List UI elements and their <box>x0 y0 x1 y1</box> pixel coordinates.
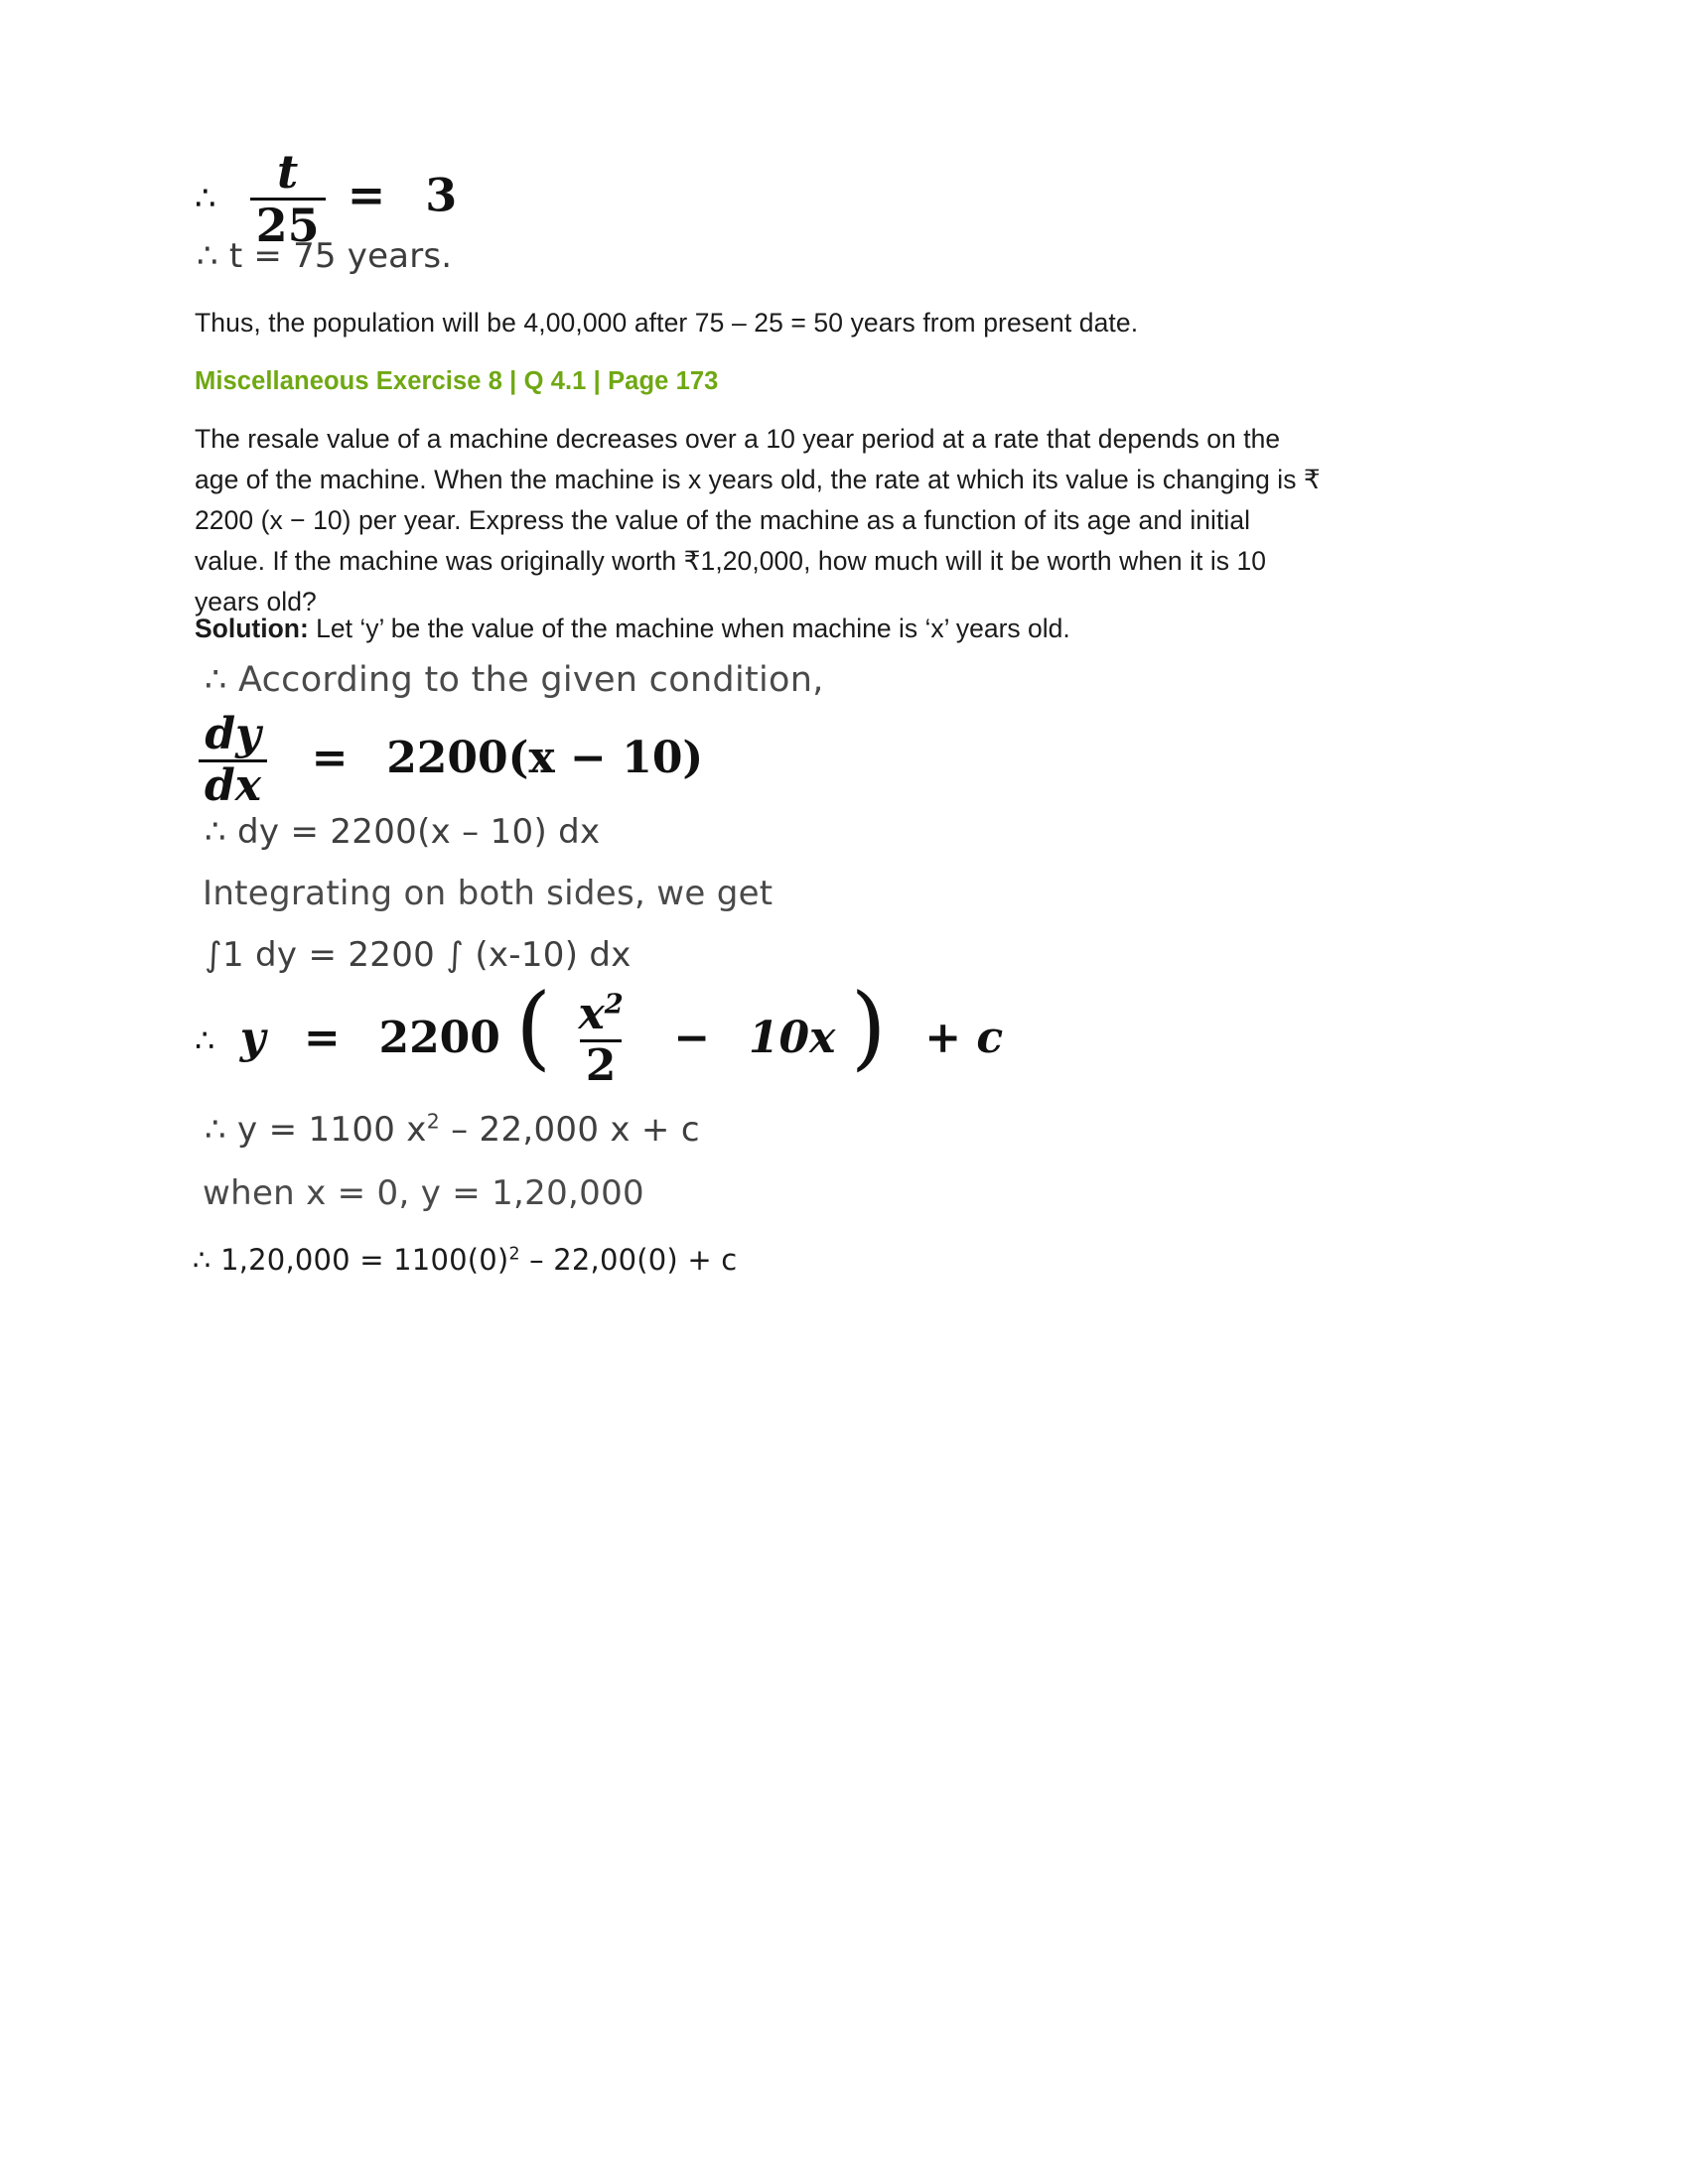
equation-right-side: 2200(x − 10) <box>386 732 704 783</box>
exponent: 2 <box>426 1109 441 1134</box>
line-substitution-post: – 22,00(0) + c <box>519 1243 738 1277</box>
fraction-x2-over-2 <box>572 988 629 1091</box>
line-t-result: ∴ t = 75 years. <box>197 236 453 276</box>
equals-sign: = <box>303 1012 341 1063</box>
equals-sign: = <box>347 168 386 222</box>
fraction-numerator <box>572 988 629 1039</box>
coefficient-2200: 2200 <box>378 1012 500 1063</box>
line-integral-expression: ∫1 dy = 2200 ∫ (x-10) dx <box>205 935 632 975</box>
equals-sign: = <box>311 732 349 783</box>
line-y-expanded-post: – 22,000 x + c <box>440 1110 700 1150</box>
term-10x: 10x <box>748 1012 836 1063</box>
variable-y: y <box>239 1012 266 1063</box>
plus-constant-c: + c <box>924 1012 1004 1063</box>
question-paragraph: The resale value of a machine decreases over a 10 year period at a rate that depends on the age of the machine. When the machine is x years old, the rate at which its value is changing is ₹ 2200 (x − 10) per year. Express the value of the machine as a function of its age and initial value. If the machine was originally worth ₹1,20,000, how much will it be worth when it is 10 years old? <box>195 424 1321 616</box>
paragraph-thus: Thus, the population will be 4,00,000 after 75 – 25 = 50 years from present date. <box>195 308 1139 338</box>
therefore-symbol: ∴ <box>195 1022 215 1060</box>
exponent: 2 <box>508 1244 520 1265</box>
equation-y-2200: ∴ y = 2200 ( $\frac{x^2}{2}$ − 10x ) + c <box>195 973 1004 1091</box>
minus-sign: − <box>673 1012 711 1063</box>
solution-text: Let ‘y’ be the value of the machine when machine is ‘x’ years old. <box>308 614 1070 643</box>
equation-value: 3 <box>425 168 458 222</box>
line-initial-condition: when x = 0, y = 1,20,000 <box>203 1173 644 1213</box>
exercise-heading: Miscellaneous Exercise 8 | Q 4.1 | Page 173 <box>195 367 719 395</box>
fraction-t-25 <box>250 145 326 252</box>
line-y-expanded-pre: ∴ y = 1100 x <box>205 1110 427 1150</box>
fraction-dy-dx <box>199 709 267 811</box>
line-substitution-pre: ∴ 1,20,000 = 1100(0) <box>193 1243 509 1277</box>
line-y-expanded <box>205 1110 700 1150</box>
fraction-denominator: 25 <box>250 198 326 249</box>
equation-t-over-25 <box>195 145 458 252</box>
fraction-denominator: 2 <box>580 1039 623 1089</box>
line-according-to-condition: ∴ According to the given condition, <box>205 660 824 700</box>
exponent: 2 <box>604 988 624 1021</box>
line-substitution <box>193 1243 737 1277</box>
fraction-numerator: dy <box>205 709 261 759</box>
solution-line <box>195 614 1070 644</box>
fraction-numerator: t <box>277 145 299 199</box>
line-dy-equals: ∴ dy = 2200(x – 10) dx <box>205 812 601 852</box>
equation-dy-dx <box>193 709 704 811</box>
fraction-denominator: dx <box>199 759 267 809</box>
solution-label: Solution: <box>195 614 309 643</box>
variable-x: x <box>578 989 605 1039</box>
line-integrating: Integrating on both sides, we get <box>203 874 774 913</box>
therefore-symbol: ∴ <box>195 179 216 219</box>
